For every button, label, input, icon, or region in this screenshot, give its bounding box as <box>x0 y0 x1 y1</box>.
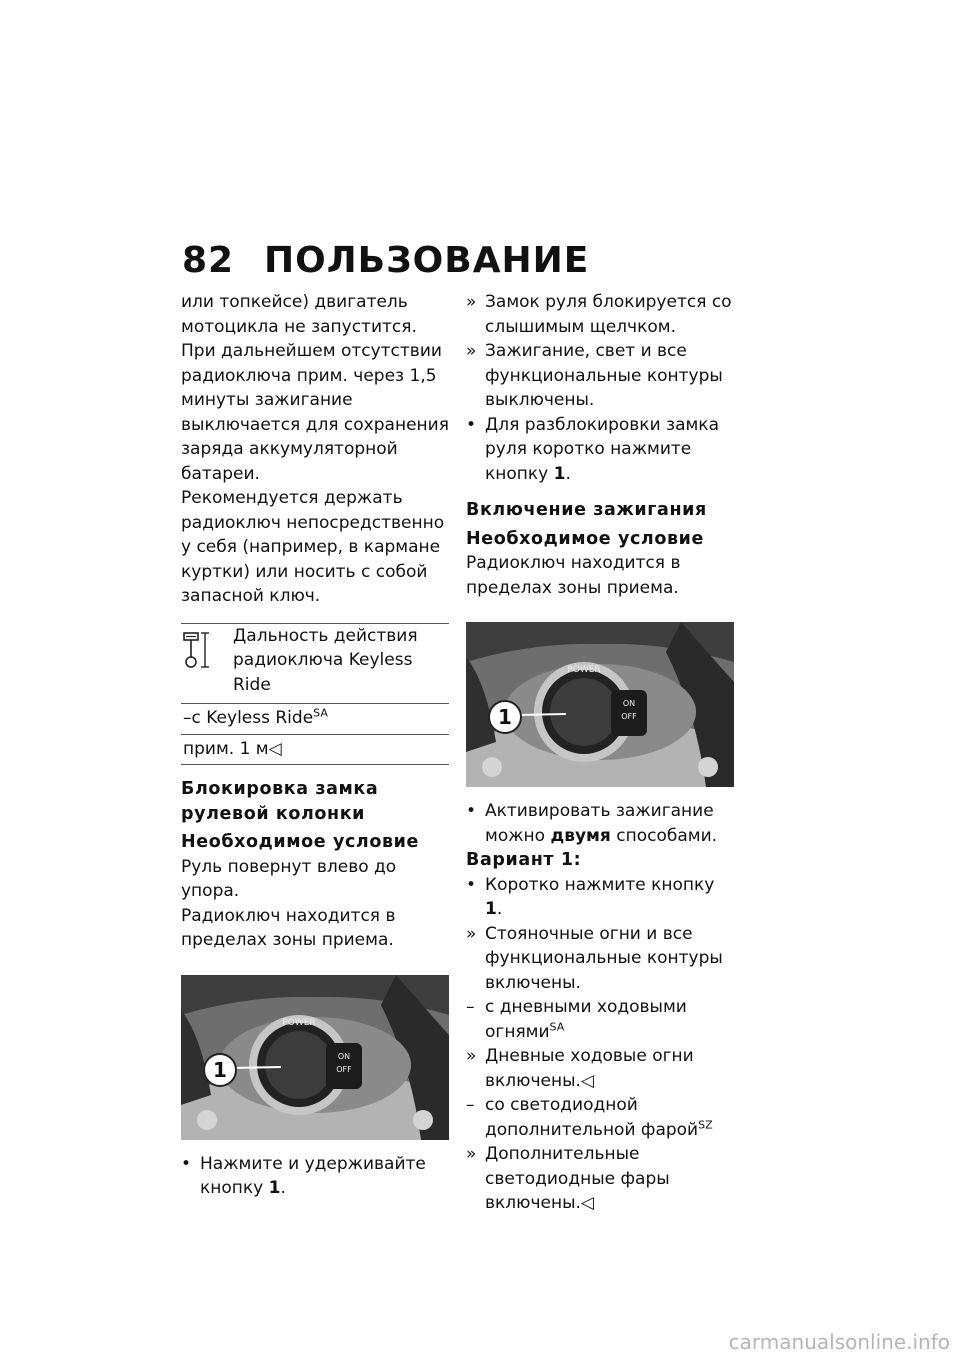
svg-text:ON: ON <box>622 699 636 708</box>
paragraph: При дальнейшем отсутствии радиоключа прим. через 1,5 минуты зажигание выключается для сохранения заряда аккумуляторной батареи. <box>181 341 449 484</box>
paragraph: Рекомендуется держать радиоключ непосредственно у себя (например, в кармане куртки) или носить с собой запасной ключ. <box>181 488 445 606</box>
spec-table-title: Дальность действия радиоключа Keyless Ride <box>233 625 418 695</box>
list-item: » Стояночные огни и все функциональные контуры включены. <box>466 923 723 993</box>
page-number: 82 <box>182 240 235 281</box>
left-column <box>181 290 449 1201</box>
list-item: • Коротко нажмите кнопку 1. <box>466 874 715 919</box>
svg-text:POWER: POWER <box>567 665 601 675</box>
list-item: – с дневными ходовыми огнями$^{SA}$ <box>466 997 687 1042</box>
section-heading: Необходимое условие <box>181 832 419 852</box>
range-icon <box>181 624 233 678</box>
list-item: – со светодиодной дополнительной фарой$^{SZ}$ <box>466 1095 713 1140</box>
paragraph: Радиоключ находится в пределах зоны приема. <box>466 553 681 598</box>
paragraph: Руль повернут влево до упора. <box>181 856 397 901</box>
svg-text:ON: ON <box>337 1051 351 1061</box>
svg-text:OFF: OFF <box>336 1064 352 1074</box>
svg-text:POWER: POWER <box>282 1017 316 1028</box>
watermark: carmanualsonline.info <box>728 1330 950 1354</box>
list-item: » Зажигание, свет и все функциональные контуры выключены. <box>466 341 723 410</box>
list-item: » Дневные ходовые огни включены.◁ <box>466 1046 694 1091</box>
list-item: • Нажмите и удерживайте кнопку 1. <box>181 1153 426 1198</box>
list-item: » Замок руля блокируется со слышимым щелчком. <box>466 292 732 337</box>
list-item: » Дополнительные светодиодные фары включены.◁ <box>466 1144 670 1213</box>
paragraph: или топкейсе) двигатель мотоцикла не запустится. <box>181 292 417 337</box>
section-heading: Вариант 1: <box>466 850 582 870</box>
spec-table-row: прим. 1 м◁ <box>181 734 449 765</box>
list-item: • Для разблокировки замка руля коротко нажмите кнопку 1. <box>466 414 719 484</box>
section-heading: Блокировка замка рулевой колонки <box>181 779 379 824</box>
section-heading: Включение зажигания <box>466 500 707 520</box>
callout-label: 1 <box>203 1053 237 1087</box>
page-title: ПОЛЬЗОВАНИЕ <box>264 240 590 281</box>
page-header <box>182 240 589 281</box>
spec-table <box>181 623 449 766</box>
callout-label: 1 <box>488 700 522 734</box>
right-column <box>466 290 734 1216</box>
ignition-button-photo <box>181 975 449 1140</box>
list-item: • Активировать зажигание можно двумя способами. <box>466 801 718 846</box>
spec-table-row: –с Keyless Ride$^{SA}$ <box>181 703 449 734</box>
paragraph: Радиоключ находится в пределах зоны приема. <box>181 905 396 950</box>
svg-text:OFF: OFF <box>621 712 637 721</box>
spec-table-header <box>181 624 449 704</box>
section-heading: Необходимое условие <box>466 528 704 549</box>
ignition-button-photo <box>466 622 734 787</box>
